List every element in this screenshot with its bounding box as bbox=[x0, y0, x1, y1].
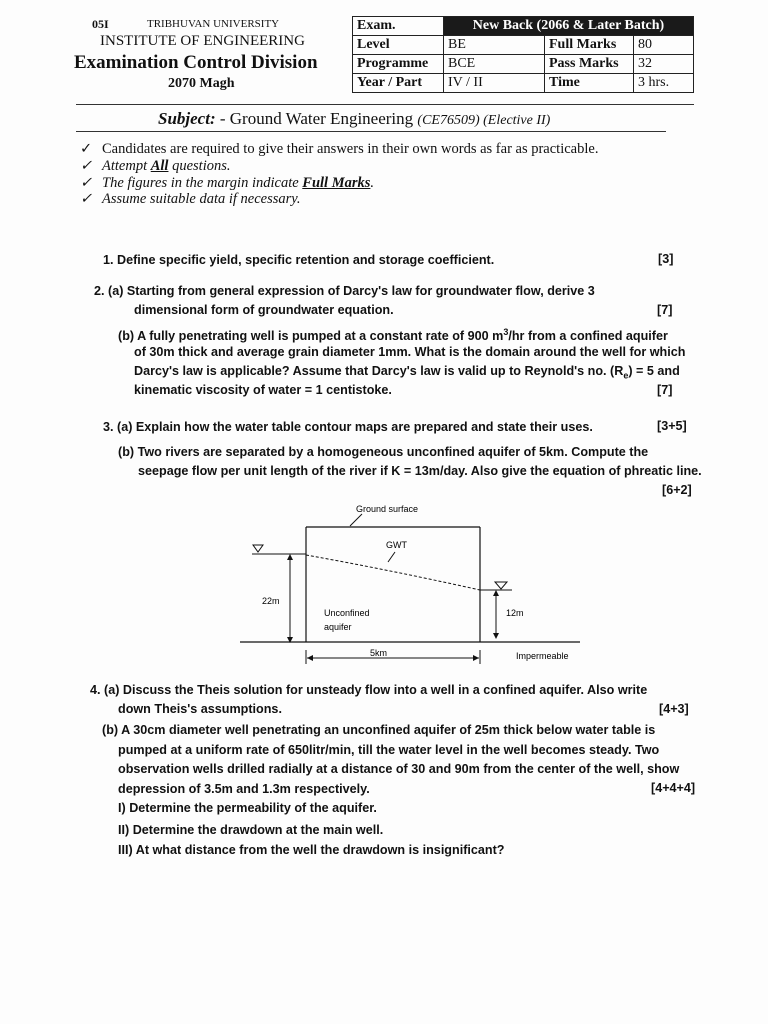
question-3b-line-2: seepage flow per unit length of the river if K = 13m/day. Also give the equation of phreatic line. bbox=[138, 464, 702, 478]
instruction-text: questions. bbox=[172, 158, 231, 174]
question-4b-line-4: depression of 3.5m and 1.3m respectively. bbox=[118, 782, 370, 796]
time-label: Time bbox=[545, 74, 634, 93]
subject-code: (CE76509) (Elective II) bbox=[417, 113, 551, 128]
question-3a: 3. (a) Explain how the water table contour maps are prepared and state their uses. bbox=[103, 420, 593, 434]
question-2a-marks: [7] bbox=[657, 303, 673, 317]
check-icon: ✓ bbox=[80, 175, 93, 191]
instruction-3 bbox=[80, 175, 374, 192]
question-4a-marks: [4+3] bbox=[659, 702, 689, 716]
full-marks-value: 80 bbox=[634, 36, 694, 55]
left-water-symbol-icon bbox=[253, 545, 263, 552]
exam-label: Exam. bbox=[353, 17, 444, 36]
header-rule bbox=[76, 104, 694, 105]
arrowhead-icon bbox=[307, 655, 313, 661]
length-label: 5km bbox=[370, 648, 388, 658]
instruction-1 bbox=[80, 141, 598, 158]
question-4a-line-2: down Theis's assumptions. bbox=[118, 702, 282, 716]
check-icon: ✓ bbox=[80, 158, 93, 174]
ground-surface-label: Ground surface bbox=[356, 504, 419, 514]
question-text: ) = 5 and bbox=[628, 364, 680, 378]
arrowhead-icon bbox=[287, 554, 293, 560]
question-4b-line-2: pumped at a uniform rate of 650litr/min, till the water level in the well becomes steady. Two bbox=[118, 743, 660, 757]
instruction-text: Candidates are required to give their answers in their own words as far as practicable. bbox=[102, 141, 599, 157]
question-4b-sub-2: II) Determine the drawdown at the main well. bbox=[118, 823, 384, 837]
question-1-marks: [3] bbox=[658, 252, 674, 266]
subject-label: Subject: bbox=[158, 109, 216, 128]
ground-surface-arrow bbox=[350, 514, 362, 526]
level-value: BE bbox=[444, 36, 545, 55]
right-head-label: 12m bbox=[506, 608, 524, 618]
emphasis-all: All bbox=[150, 158, 169, 174]
pass-marks-label: Pass Marks bbox=[545, 55, 634, 74]
question-4b-marks: [4+4+4] bbox=[651, 781, 696, 795]
arrowhead-icon bbox=[473, 655, 479, 661]
question-2a-line-2: dimensional form of groundwater equation. bbox=[134, 303, 394, 317]
question-2a-line-1: 2. (a) Starting from general expression of Darcy's law for groundwater flow, derive 3 bbox=[94, 284, 595, 298]
phreatic-line bbox=[306, 555, 480, 590]
question-3a-marks: [3+5] bbox=[657, 419, 687, 433]
question-text: Darcy's law is applicable? Assume that Darcy's law is valid up to Reynold's no. (R bbox=[134, 364, 624, 378]
subscript: e bbox=[623, 370, 629, 381]
instruction-text: Assume suitable data if necessary. bbox=[102, 191, 301, 207]
time-value: 3 hrs. bbox=[634, 74, 694, 93]
question-2b-line-2: of 30m thick and average grain diameter 1mm. What is the domain around the well for which bbox=[134, 345, 686, 359]
exam-code: 05I bbox=[92, 17, 109, 31]
question-4b-line-3: observation wells drilled radially at a distance of 30 and 90m from the center of the well, show bbox=[118, 762, 680, 776]
question-4b-sub-3: III) At what distance from the well the drawdown is insignificant? bbox=[118, 843, 505, 857]
programme-label: Programme bbox=[353, 55, 444, 74]
exam-info-table bbox=[352, 16, 694, 93]
exam-session: 2070 Magh bbox=[168, 76, 235, 91]
question-4b-line-1: (b) A 30cm diameter well penetrating an unconfined aquifer of 25m thick below water table is bbox=[102, 723, 656, 737]
subject-rule bbox=[76, 131, 666, 132]
arrowhead-icon bbox=[493, 590, 499, 596]
division-name: Examination Control Division bbox=[74, 52, 318, 73]
subject-line bbox=[158, 109, 550, 129]
year-part-value: IV / II bbox=[444, 74, 545, 93]
exam-value: New Back (2066 & Later Batch) bbox=[444, 17, 694, 36]
aquifer-label-line-2: aquifer bbox=[324, 622, 352, 632]
question-2b-marks: [7] bbox=[657, 383, 673, 397]
question-4a-line-1: 4. (a) Discuss the Theis solution for unsteady flow into a well in a confined aquifer. Also write bbox=[90, 683, 648, 697]
level-label: Level bbox=[353, 36, 444, 55]
question-text: (b) A fully penetrating well is pumped at a constant rate of 900 m bbox=[118, 329, 504, 344]
subject-title: - Ground Water Engineering bbox=[219, 109, 414, 128]
emphasis-full-marks: Full Marks bbox=[302, 175, 371, 191]
check-icon: ✓ bbox=[80, 191, 93, 207]
instruction-4 bbox=[80, 191, 301, 208]
gwt-arrow bbox=[388, 552, 395, 562]
right-water-symbol-icon bbox=[495, 582, 507, 589]
instruction-text: The figures in the margin indicate bbox=[102, 175, 299, 191]
left-head-label: 22m bbox=[262, 596, 280, 606]
check-icon: ✓ bbox=[80, 141, 93, 157]
superscript: 3 bbox=[503, 327, 509, 337]
question-text: /hr from a confined aquifer bbox=[508, 329, 668, 344]
arrowhead-icon bbox=[493, 633, 499, 639]
question-2b-line-4: kinematic viscosity of water = 1 centistoke. bbox=[134, 383, 392, 397]
pass-marks-value: 32 bbox=[634, 55, 694, 74]
question-4b-sub-1: I) Determine the permeability of the aquifer. bbox=[118, 801, 377, 815]
gwt-label: GWT bbox=[386, 540, 407, 550]
year-part-label: Year / Part bbox=[353, 74, 444, 93]
question-3b-marks: [6+2] bbox=[662, 483, 692, 497]
impermeable-label: Impermeable bbox=[516, 651, 569, 661]
question-1: 1. Define specific yield, specific retention and storage coefficient. bbox=[103, 253, 495, 267]
instruction-text: . bbox=[370, 175, 375, 191]
aquifer-figure bbox=[240, 498, 600, 670]
question-3b-line-1: (b) Two rivers are separated by a homogeneous unconfined aquifer of 5km. Compute the bbox=[118, 445, 649, 459]
institute-name: INSTITUTE OF ENGINEERING bbox=[100, 33, 305, 49]
instruction-text: Attempt bbox=[102, 158, 148, 174]
instruction-2 bbox=[80, 158, 231, 175]
full-marks-label: Full Marks bbox=[545, 36, 634, 55]
university-name: TRIBHUVAN UNIVERSITY bbox=[147, 18, 280, 30]
aquifer-label-line-1: Unconfined bbox=[324, 608, 370, 618]
programme-value: BCE bbox=[444, 55, 545, 74]
